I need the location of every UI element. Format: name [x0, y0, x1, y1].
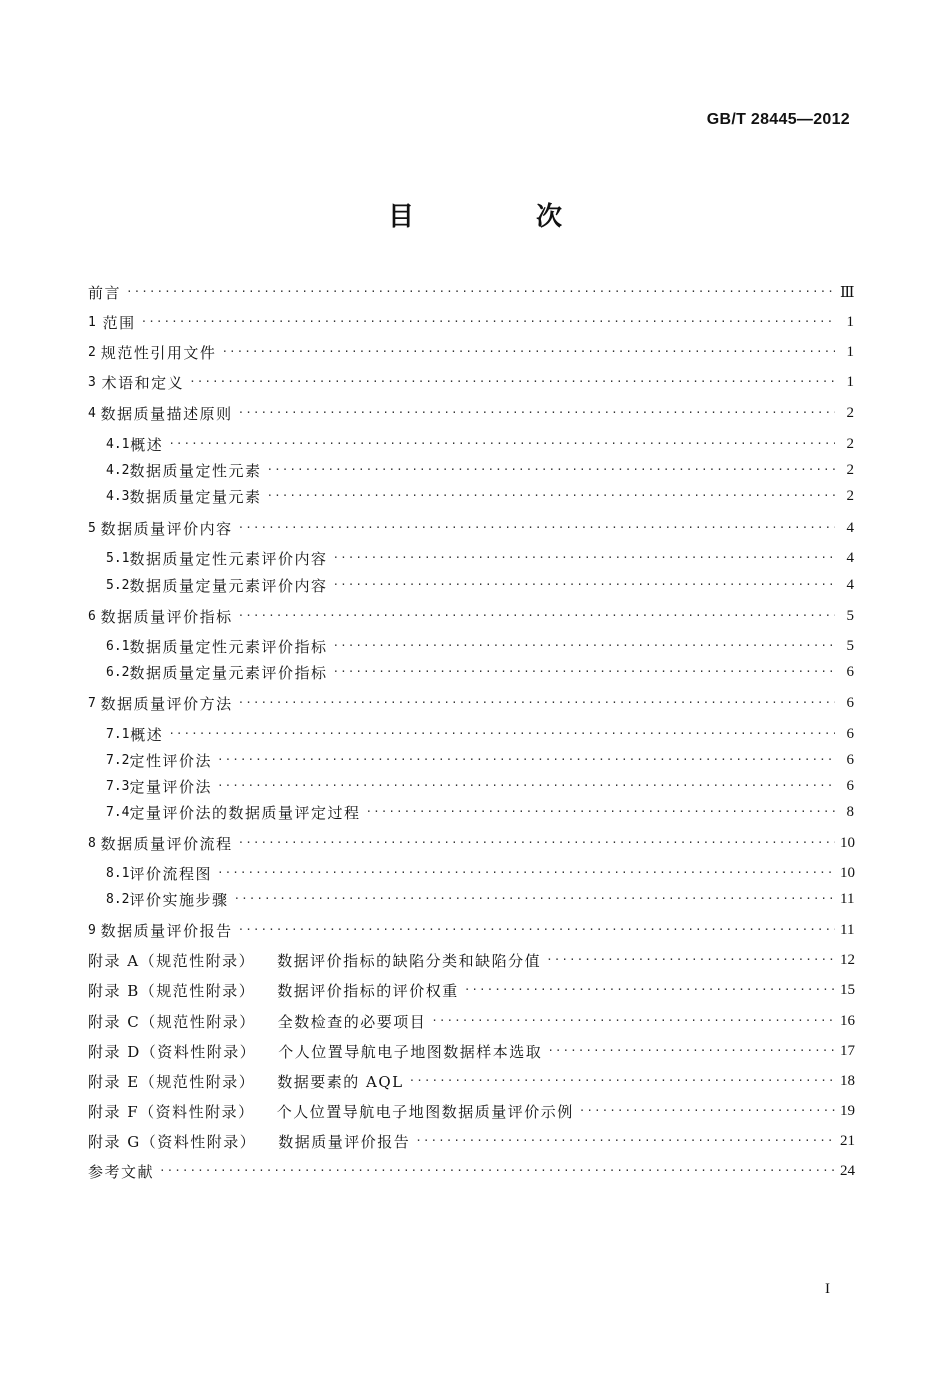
toc-page: 1	[846, 373, 854, 390]
leader-dots	[189, 371, 835, 393]
toc-page: 4	[846, 519, 854, 536]
toc-page: 15	[840, 981, 855, 998]
leader-dots	[333, 635, 836, 657]
toc-entry[interactable]	[106, 433, 854, 455]
toc-entry[interactable]	[106, 485, 854, 507]
leader-dots	[238, 605, 835, 627]
leader-dots	[547, 1040, 835, 1062]
toc-entry[interactable]	[106, 574, 854, 596]
leader-dots	[141, 311, 835, 333]
toc-label: 范围	[102, 313, 136, 332]
toc-page: 4	[846, 576, 854, 593]
toc-label: 数据质量描述原则	[100, 404, 233, 423]
appendix-label: 附录 A（规范性附录）	[88, 951, 256, 970]
toc-entry[interactable]	[88, 371, 854, 393]
appendix-label: 附录 C（规范性附录）	[88, 1012, 256, 1031]
toc-label: 数据质量评价报告	[100, 921, 233, 940]
appendix-label: 附录 D（资料性附录）	[88, 1042, 257, 1061]
leader-dots	[409, 1070, 835, 1092]
toc-label: 数据质量定量元素评价指标	[129, 663, 328, 682]
toc-entry[interactable]	[106, 775, 854, 797]
toc-number: 8	[88, 835, 96, 851]
toc-entry[interactable]	[88, 919, 854, 941]
toc-label: 数据质量定量元素	[129, 487, 262, 506]
leader-dots	[333, 547, 836, 569]
toc-entry[interactable]	[106, 888, 854, 910]
toc-entry[interactable]	[88, 605, 854, 627]
toc-page: 10	[840, 864, 855, 881]
toc-entry[interactable]	[106, 801, 854, 823]
toc-entry[interactable]	[88, 832, 854, 854]
toc-entry[interactable]	[106, 661, 854, 683]
toc-number: 8.1	[106, 865, 130, 881]
toc-label: 数据质量评价方法	[100, 694, 233, 713]
toc-page: 6	[846, 777, 854, 794]
toc-entry[interactable]	[106, 459, 854, 481]
toc-appendix-g[interactable]	[88, 1130, 854, 1152]
toc-number: 4	[88, 405, 96, 421]
toc-entry[interactable]	[88, 692, 854, 714]
toc-number: 7.2	[106, 752, 130, 768]
page-title: 目 次	[387, 202, 610, 232]
toc-label: 参考文献	[88, 1162, 155, 1181]
toc-label: 定量评价法的数据质量评定过程	[129, 803, 361, 822]
toc-entry[interactable]	[106, 635, 854, 657]
toc-appendix-a[interactable]	[88, 949, 854, 971]
toc-page: 6	[846, 751, 854, 768]
toc-appendix-f[interactable]	[88, 1100, 854, 1122]
leader-dots	[415, 1130, 835, 1152]
appendix-label: 附录 F（资料性附录）	[88, 1102, 255, 1121]
toc-page: 6	[846, 694, 854, 711]
appendix-label: 附录 E（规范性附录）	[88, 1072, 256, 1091]
toc-number: 7.3	[106, 778, 130, 794]
appendix-title: 个人位置导航电子地图数据样本选取	[278, 1042, 543, 1061]
leader-dots	[333, 574, 836, 596]
toc-label: 规范性引用文件	[100, 343, 217, 362]
toc-page: 2	[846, 404, 854, 421]
leader-dots	[159, 1160, 835, 1182]
toc-entry[interactable]	[106, 723, 854, 745]
toc-entry[interactable]	[106, 862, 854, 884]
leader-dots	[238, 832, 835, 854]
toc-page: 17	[840, 1042, 855, 1059]
toc-page: Ⅲ	[840, 284, 855, 301]
toc-page: 24	[840, 1162, 855, 1179]
appendix-label: 附录 G（资料性附录）	[88, 1132, 257, 1151]
toc-number: 9	[88, 922, 96, 938]
toc-entry[interactable]	[88, 402, 854, 424]
toc-number: 7.1	[106, 726, 130, 742]
toc-page: 12	[840, 951, 855, 968]
toc-number: 4.3	[106, 488, 130, 504]
toc-entry-foreword[interactable]	[88, 281, 854, 303]
toc-label: 数据质量评价流程	[100, 834, 233, 853]
leader-dots	[168, 723, 835, 745]
toc-label: 术语和定义	[101, 373, 185, 392]
leader-dots	[168, 433, 835, 455]
toc-page: 2	[846, 487, 854, 504]
toc-page: 19	[840, 1102, 855, 1119]
toc-label: 数据质量定量元素评价内容	[129, 576, 328, 595]
toc-entry[interactable]	[88, 341, 854, 363]
toc-entry[interactable]	[106, 547, 854, 569]
toc-entry-references[interactable]	[88, 1160, 854, 1182]
toc-page: 5	[846, 637, 854, 654]
appendix-title: 数据要素的 AQL	[277, 1072, 404, 1091]
toc-page: 16	[840, 1012, 855, 1029]
toc-number: 3	[88, 374, 96, 390]
toc-number: 5.2	[106, 577, 130, 593]
leader-dots	[267, 459, 836, 481]
toc-label: 数据质量定性元素评价内容	[129, 549, 328, 568]
toc-label: 概述	[130, 435, 164, 454]
toc-number: 2	[88, 344, 96, 360]
toc-page: 6	[846, 725, 854, 742]
appendix-title: 数据评价指标的缺陷分类和缺陷分值	[277, 951, 542, 970]
leader-dots	[464, 979, 835, 1001]
toc-number: 7.4	[106, 804, 130, 820]
toc-page: 8	[846, 803, 854, 820]
leader-dots	[546, 949, 835, 971]
toc-page: 18	[840, 1072, 855, 1089]
toc-label: 定性评价法	[129, 751, 212, 770]
toc-entry[interactable]	[106, 749, 854, 771]
toc-page: 1	[846, 313, 854, 330]
toc-number: 6.1	[106, 638, 130, 654]
toc-label: 数据质量评价指标	[100, 607, 233, 626]
toc-page: 1	[846, 343, 854, 360]
toc-number: 7	[88, 695, 96, 711]
leader-dots	[126, 281, 835, 303]
leader-dots	[217, 862, 835, 884]
appendix-title: 数据评价指标的评价权重	[277, 981, 459, 1000]
toc-label: 前言	[88, 283, 122, 302]
toc-label: 概述	[130, 725, 164, 744]
toc-page: 6	[846, 663, 854, 680]
toc-appendix-c[interactable]	[88, 1010, 854, 1032]
leader-dots	[267, 485, 836, 507]
toc-number: 4.2	[106, 462, 130, 478]
leader-dots	[579, 1100, 835, 1122]
toc-number: 4.1	[106, 436, 130, 452]
toc-number: 8.2	[106, 891, 130, 907]
toc-label: 数据质量定性元素	[129, 461, 262, 480]
toc-page: 4	[846, 549, 854, 566]
appendix-title: 个人位置导航电子地图数据质量评价示例	[276, 1102, 574, 1121]
toc-number: 1	[88, 314, 96, 330]
leader-dots	[238, 517, 835, 539]
toc-page: 10	[840, 834, 855, 851]
leader-dots	[238, 402, 835, 424]
toc-entry[interactable]	[88, 517, 854, 539]
toc-page: 11	[840, 921, 855, 938]
toc-label: 定量评价法	[129, 777, 212, 796]
leader-dots	[221, 341, 835, 363]
leader-dots	[217, 749, 835, 771]
leader-dots	[366, 801, 836, 823]
leader-dots	[238, 692, 835, 714]
toc-page: 11	[840, 890, 855, 907]
appendix-title: 数据质量评价报告	[278, 1132, 411, 1151]
toc-page: 2	[846, 435, 854, 452]
leader-dots	[431, 1010, 835, 1032]
leader-dots	[238, 919, 835, 941]
toc-page: 2	[846, 461, 854, 478]
toc-number: 6	[88, 608, 96, 624]
toc-number: 5	[88, 520, 96, 536]
toc-page: 5	[846, 607, 854, 624]
toc-label: 数据质量评价内容	[100, 519, 233, 538]
toc-appendix-e[interactable]	[88, 1070, 854, 1092]
toc-appendix-b[interactable]	[88, 979, 854, 1001]
leader-dots	[234, 888, 836, 910]
leader-dots	[217, 775, 835, 797]
standard-number: GB/T 28445—2012	[706, 111, 850, 128]
appendix-title: 全数检查的必要项目	[277, 1012, 427, 1031]
toc-page: 21	[840, 1132, 855, 1149]
toc-number: 5.1	[106, 550, 130, 566]
toc-label: 数据质量定性元素评价指标	[129, 637, 328, 656]
page-number: I	[825, 1281, 830, 1297]
toc-number: 6.2	[106, 664, 130, 680]
toc-label: 评价流程图	[129, 864, 212, 883]
appendix-label: 附录 B（规范性附录）	[88, 981, 256, 1000]
toc-appendix-d[interactable]	[88, 1040, 854, 1062]
toc-entry[interactable]	[88, 311, 854, 333]
leader-dots	[333, 661, 836, 683]
toc-label: 评价实施步骤	[129, 890, 229, 909]
